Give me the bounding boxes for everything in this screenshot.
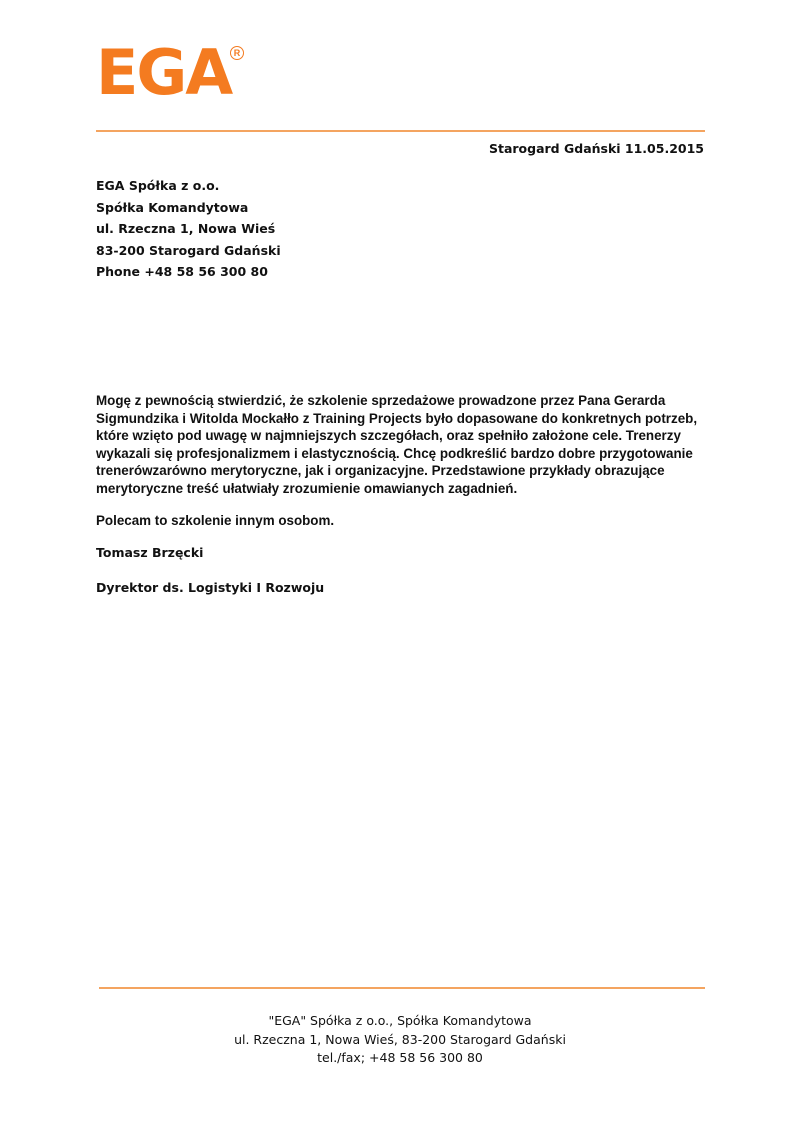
footer-line: ul. Rzeczna 1, Nowa Wieś, 83-200 Starogard Gdański: [234, 1031, 566, 1047]
recommendation: Polecam to szkolenie innym osobom.: [96, 513, 335, 528]
footer-line: "EGA" Spółka z o.o., Spółka Komandytowa: [268, 1013, 532, 1028]
address-line: EGA Spółka z o.o.: [96, 178, 220, 193]
footer-divider: [99, 987, 705, 989]
signer-name: Tomasz Brzęcki: [96, 545, 204, 560]
address-line: ul. Rzeczna 1, Nowa Wieś: [96, 221, 276, 236]
address-line: Spółka Komandytowa: [96, 199, 249, 215]
address-line: 83-200 Starogard Gdański: [96, 242, 281, 258]
letter-date: Starogard Gdański 11.05.2015: [488, 141, 704, 156]
footer: [0, 1012, 800, 1068]
ega-logo: [96, 36, 276, 109]
sender-address: [96, 175, 281, 283]
logo-text: EGA: [96, 36, 232, 109]
footer-line: tel./fax; +48 58 56 300 80: [317, 1050, 483, 1065]
header-divider: [96, 130, 705, 132]
registered-mark-icon: R: [230, 46, 244, 60]
address-line: Phone +48 58 56 300 80: [96, 264, 268, 279]
signer-role: Dyrektor ds. Logistyki I Rozwoju: [96, 580, 325, 595]
letter-body: Mogę z pewnością stwierdzić, że szkolenie sprzedażowe prowadzone przez Pana Gerarda Sigmundzika i Witolda Mockałło z Training Projects było dopasowane do konkretnych potrzeb, które wzięto pod uwagę w najmniejszych szczegółach, oraz spełniło założone cele. Trenerzy wykazali się profesjonalizmem i elastycznością. Chcę podkreślić bardzo dobre przygotowanie trenerówzarówno merytoryczne, jak i organizacyjne. Przedstawione przykłady obrazujące merytoryczne treść ułatwiały zrozumienie omawianych zagadnień.: [96, 393, 698, 496]
